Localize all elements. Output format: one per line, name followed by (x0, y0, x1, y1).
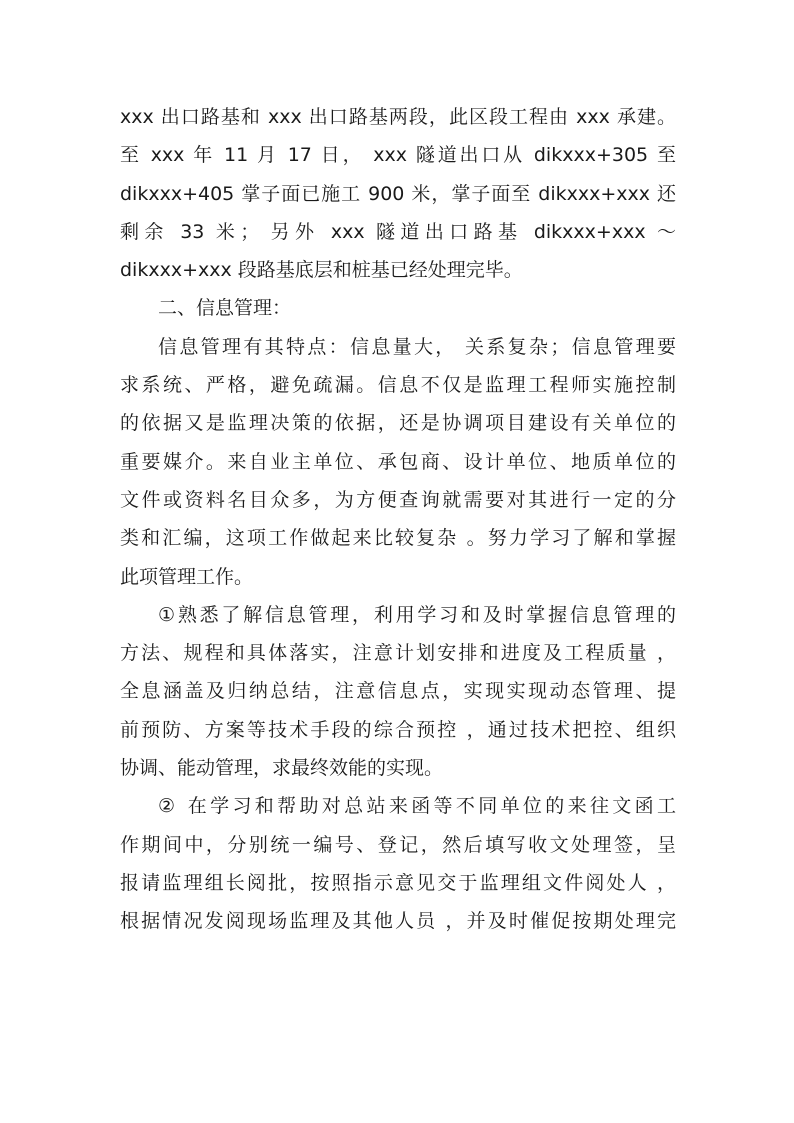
text-line: 二、信息管理： (158, 297, 292, 320)
text-line: 此项管理工作。 (120, 565, 254, 588)
text-line: dikxxx+xxx 段路基底层和桩基已经处理完毕。 (120, 259, 523, 282)
document-body (120, 98, 676, 941)
text-line: 求系统、严格，避免疏漏。信息不仅是监理工程师实施控制 (120, 374, 676, 397)
text-line: 协调、能动管理，求最终效能的实现。 (120, 757, 444, 780)
text-line: 文件或资料名目众多，为方便查询就需要对其进行一定的分 (120, 488, 676, 511)
text-line: ② 在学习和帮助对总站来函等不同单位的来往文函工 (158, 795, 676, 818)
text-line: 全息涵盖及归纳总结，注意信息点，实现实现动态管理、提 (120, 680, 676, 703)
text-line: dikxxx+405 掌子面已施工 900 米，掌子面至 dikxxx+xxx 还 (120, 182, 676, 205)
text-line: ①熟悉了解信息管理，利用学习和及时掌握信息管理的 (158, 603, 676, 626)
text-line: 的依据又是监理决策的依据，还是协调项目建设有关单位的 (120, 412, 676, 435)
text-line: 报请监理组长阅批，按照指示意见交于监理组文件阅处人 ， (120, 871, 676, 894)
text-line: xxx 出口路基和 xxx 出口路基两段，此区段工程由 xxx 承建。 (120, 106, 676, 128)
text-line: 剩余 33 米； 另外 xxx 隧道出口路基 dikxxx+xxx ～ (120, 220, 676, 243)
text-line: 方法、规程和具体落实，注意计划安排和进度及工程质量 ， (120, 642, 676, 665)
text-line: 作期间中，分别统一编号、登记，然后填写收文处理签，呈 (120, 833, 676, 856)
text-line: 信息管理有其特点：信息量大， 关系复杂；信息管理要 (158, 335, 676, 358)
text-line: 类和汇编，这项工作做起来比较复杂 。努力学习了解和掌握 (120, 527, 676, 550)
text-line: 根据情况发阅现场监理及其他人员 ，并及时催促按期处理完 (120, 910, 676, 933)
text-line: 至 xxx 年 11 月 17 日， xxx 隧道出口从 dikxxx+305 至 (120, 144, 676, 167)
text-line: 重要媒介。来自业主单位、承包商、设计单位、地质单位的 (120, 450, 676, 473)
text-line: 前预防、方案等技术手段的综合预控 ，通过技术把控、组织 (120, 718, 676, 741)
